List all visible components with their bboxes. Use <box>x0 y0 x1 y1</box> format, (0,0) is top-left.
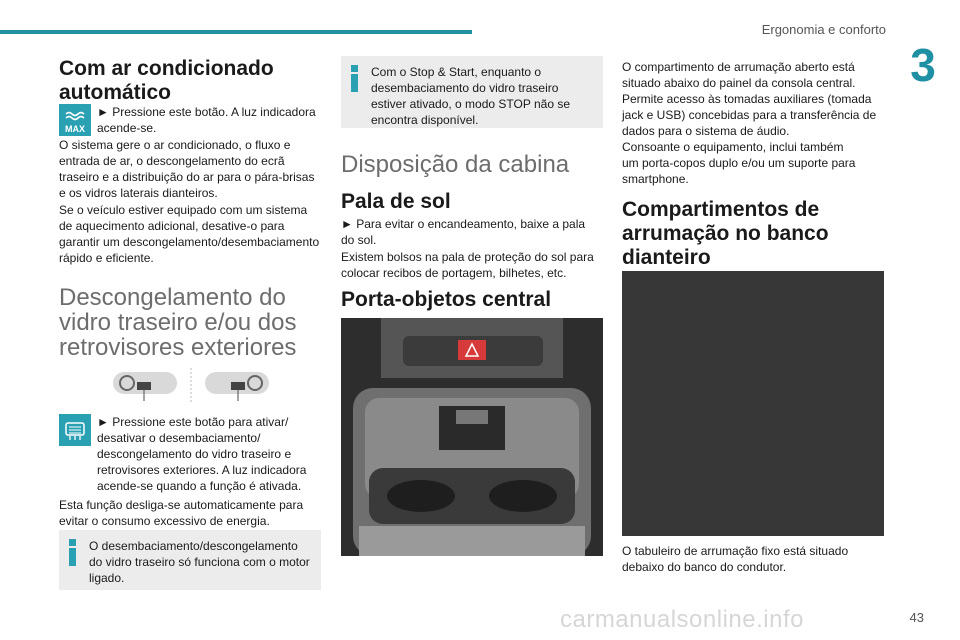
max-icon-label: MAX <box>65 124 85 134</box>
heading-cabin: Disposição da cabina <box>341 151 570 178</box>
section-title: Ergonomia e conforto <box>761 22 886 37</box>
info-icon <box>351 65 359 92</box>
info-text-defrost: O desembaciamento/descongelamento do vidro traseiro só funciona com o motor ligado. <box>89 539 310 585</box>
central-paragraph-3: Consoante o equipamento, inclui também um porta-copos duplo e/ou um suporte para smartphone. <box>622 140 856 186</box>
heading-sun-visor: Pala de sol <box>341 190 451 213</box>
rear-defrost-icon <box>59 414 91 446</box>
watermark: carmanualsonline.info <box>560 606 804 633</box>
info-text-stopstart: Com o Stop & Start, enquanto o desembaciamento do vidro traseiro estiver ativado, o modo STOP não se encontra disponível. <box>371 65 571 127</box>
sun-visor-paragraph: Existem bolsos na pala de proteção do sol para colocar recibos de portagem, bilhetes, etc. <box>341 250 594 280</box>
central-storage-photo <box>341 318 603 556</box>
info-icon <box>69 539 77 566</box>
heading-seat-storage: Compartimentos de arrumação no banco dianteiro <box>622 198 829 269</box>
max-paragraph-2: Se o veículo estiver equipado com um sistema de aquecimento adicional, desative-o para garantir um descongelamento/desembaciamento rápido e eficiente. <box>59 203 320 265</box>
info-box-stopstart <box>341 56 603 128</box>
seat-storage-paragraph: O tabuleiro de arrumação fixo está situado debaixo do banco do condutor. <box>622 544 849 574</box>
central-paragraph-2: Permite acesso às tomadas auxiliares (tomada jack e USB) concebidas para a transferência de dados para o sistema de áudio. <box>622 92 877 138</box>
mirror-defrost-illustration <box>111 366 271 406</box>
heading-defrost: Descongelamento do vidro traseiro e/ou dos retrovisores exteriores <box>59 284 297 361</box>
defrost-step <box>59 414 321 494</box>
defrost-paragraph: Esta função desliga-se automaticamente para evitar o consumo excessivo de energia. <box>59 498 304 528</box>
defrost-step-text: ► Pressione este botão para ativar/ desativar o desembaciamento/ descongelamento do vidro traseiro e retrovisores exteriores. A luz indicadora acende-se quando a função é ativada. <box>97 415 307 493</box>
chapter-number: 3 <box>910 39 936 91</box>
page-number: 43 <box>909 610 924 625</box>
max-step-text: ► Pressione este botão. A luz indicadora acende-se. <box>97 105 316 135</box>
max-defrost-icon <box>59 104 91 136</box>
central-paragraph-1: O compartimento de arrumação aberto está situado abaixo do painel da consola central. <box>622 60 856 90</box>
seat-storage-photo <box>622 271 884 536</box>
max-paragraph-1: O sistema gere o ar condicionado, o fluxo e entrada de ar, o descongelamento do ecrã traseiro e a distribuição do ar para o pára-brisas e os vidros laterais dianteiros. <box>59 138 315 200</box>
max-step <box>59 104 321 136</box>
sun-visor-step: ► Para evitar o encandeamento, baixe a pala do sol. <box>341 217 586 247</box>
header-accent-bar <box>0 30 472 34</box>
heading-auto-ac: Com ar condicionado automático <box>59 57 274 104</box>
info-box-defrost <box>59 530 321 590</box>
heading-central-storage: Porta-objetos central <box>341 288 552 311</box>
